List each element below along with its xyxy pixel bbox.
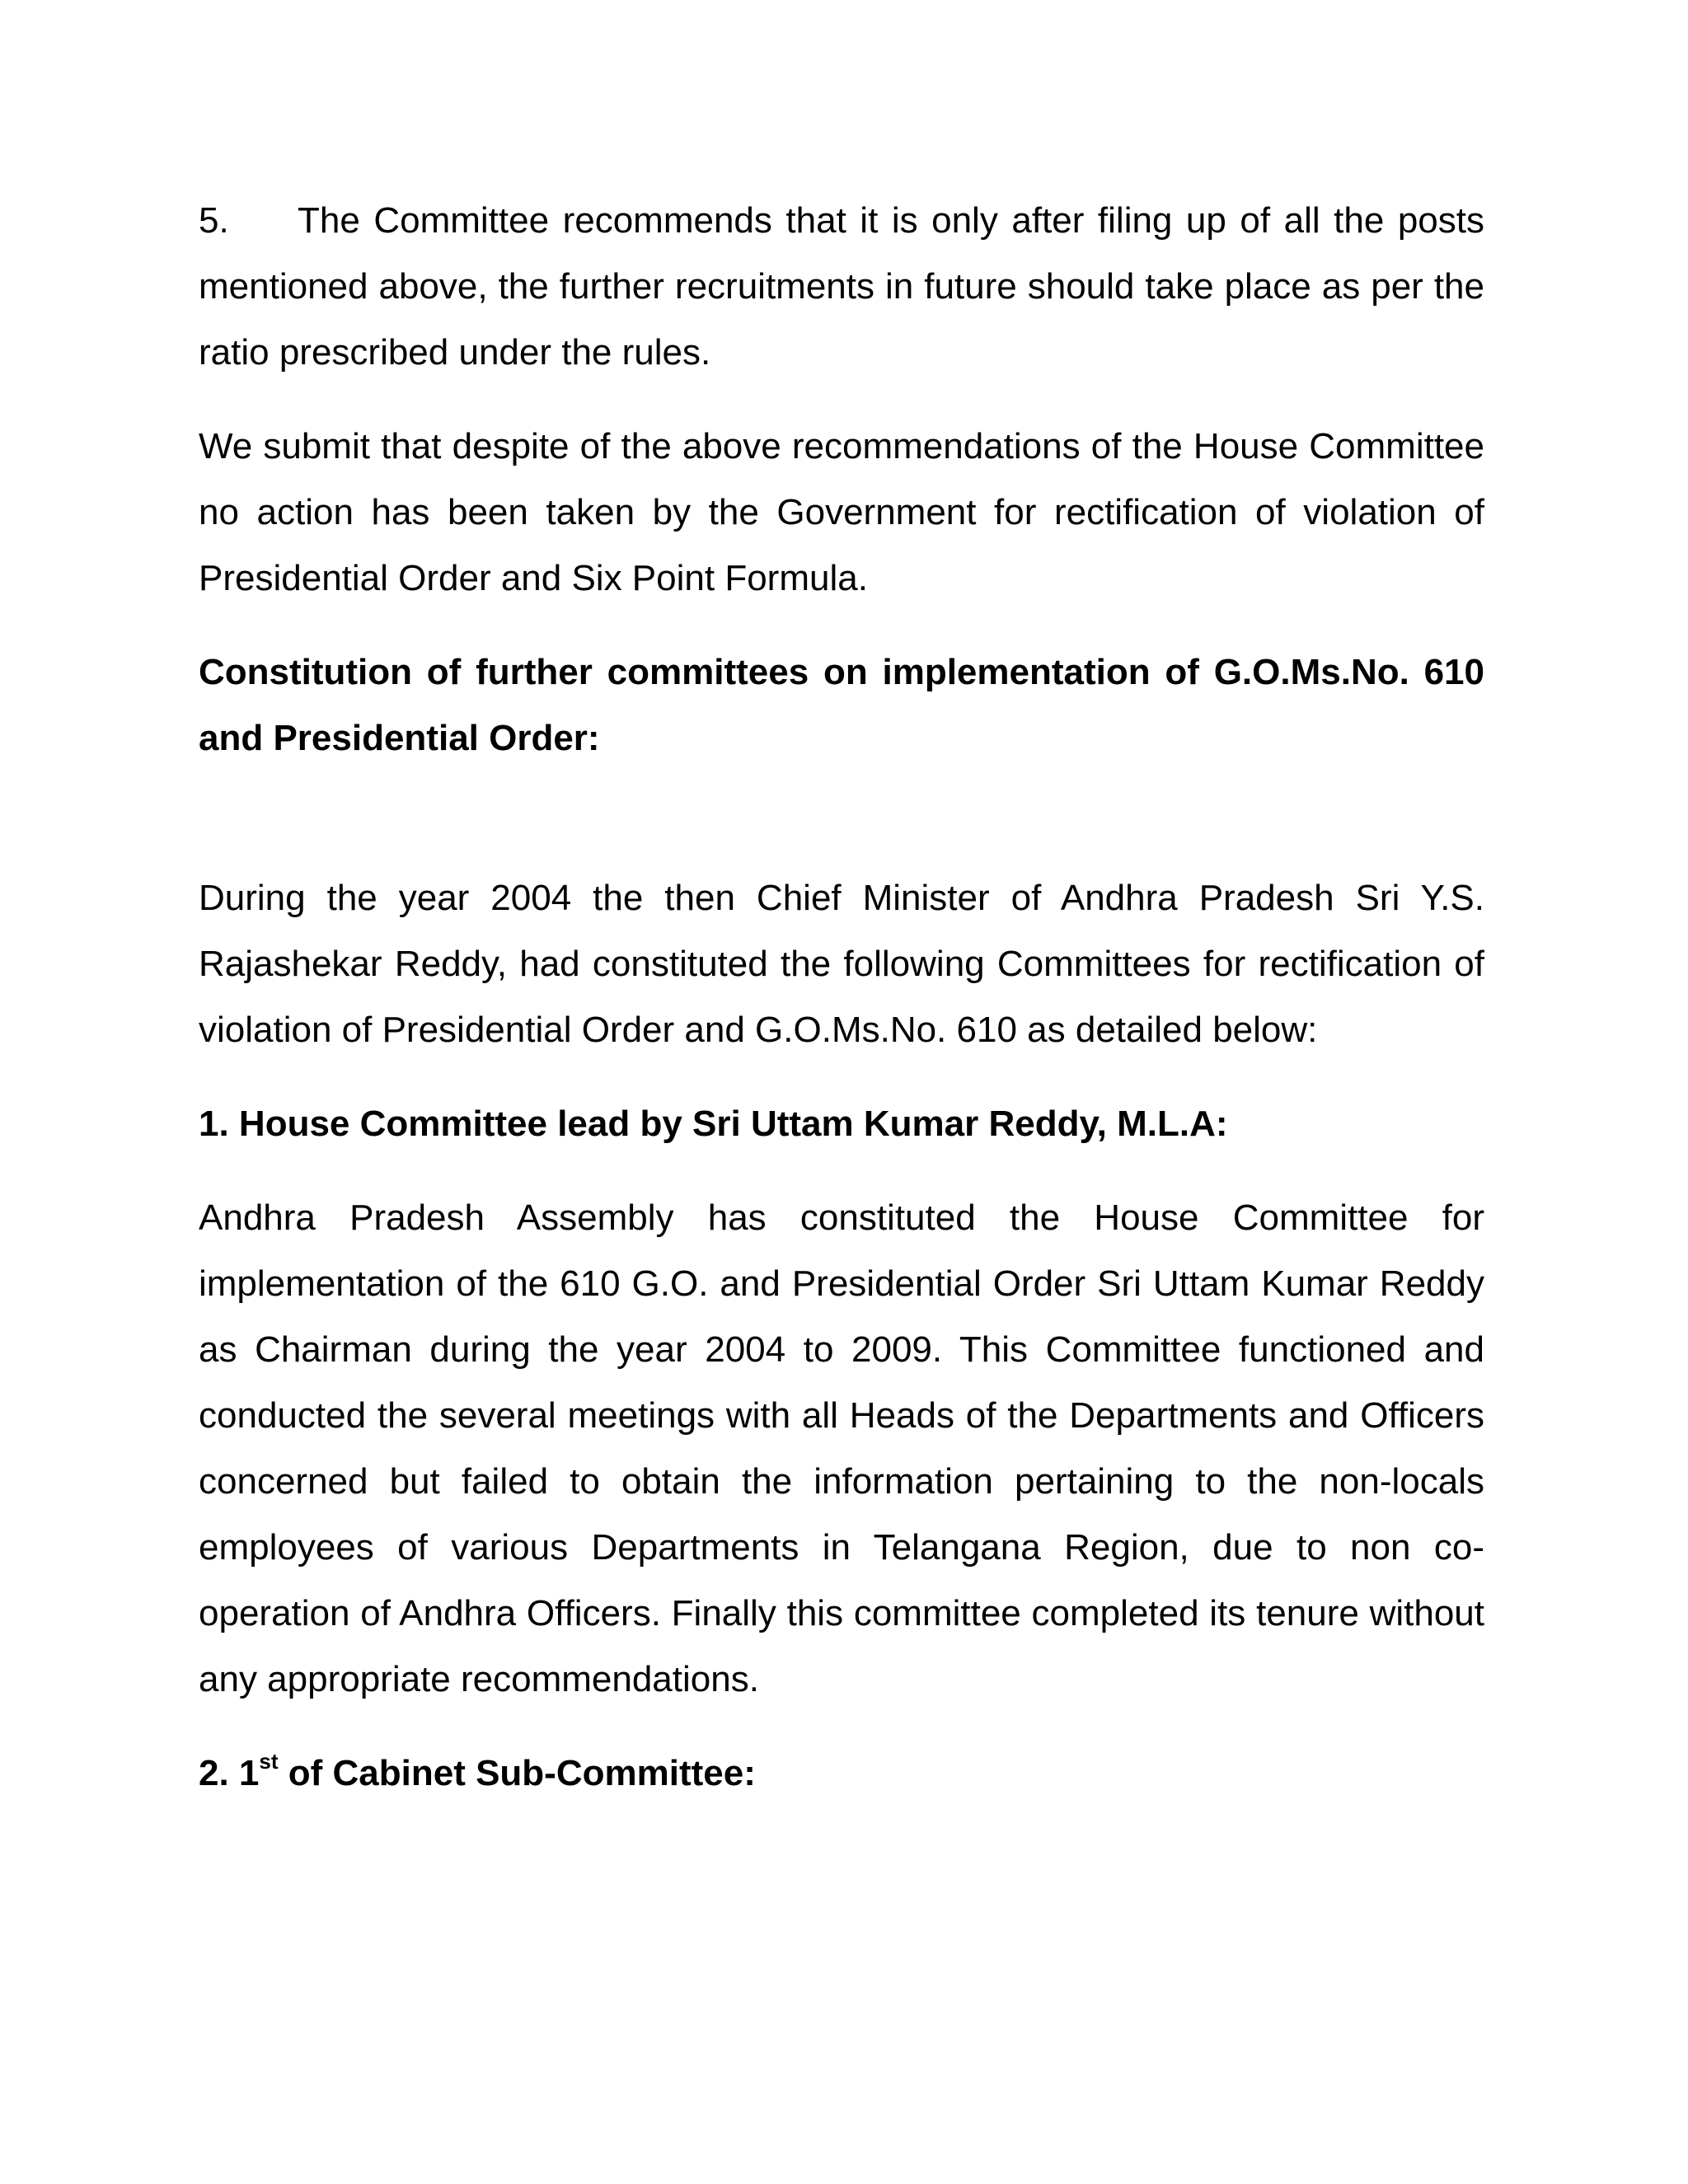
section-heading: Constitution of further committees on implementation of G.O.Ms.No. 610 and Presidential Order:: [199, 652, 1484, 758]
intro-paragraph: During the year 2004 the then Chief Minister of Andhra Pradesh Sri Y.S. Rajashekar Reddy, had constituted the following Committees for rectification of violation of Presidential Order and G.O.Ms.No. 610 as detailed below:: [199, 878, 1484, 1050]
committee-2-heading: [199, 1741, 1484, 1807]
submission-paragraph: We submit that despite of the above recommendations of the House Committee no action has been taken by the Government for rectification of violation of Presidential Order and Six Point Formula.: [199, 426, 1484, 598]
committee-2-heading-ordinal: st: [259, 1749, 279, 1774]
document-page: [199, 188, 1484, 1835]
committee-1-body: Andhra Pradesh Assembly has constituted the House Committee for implementation of the 610 G.O. and Presidential Order Sri Uttam Kumar Reddy as Chairman during the year 2004 to 2009. This Committee functioned and conducted the several meetings with all Heads of the Departments and Officers concerned but failed to obtain the information pertaining to the non-locals employees of various Departments in Telangana Region, due to non co-operation of Andhra Officers. Finally this committee completed its tenure without any appropriate recommendations.: [199, 1197, 1484, 1699]
recommendation-item-5: [199, 188, 1484, 386]
item-text: The Committee recommends that it is only after filing up of all the posts mentioned above, the further recruitments in future should take place as per the ratio prescribed under the rules.: [199, 200, 1484, 373]
committee-1-heading: 1. House Committee lead by Sri Uttam Kumar Reddy, M.L.A:: [199, 1104, 1228, 1144]
item-number: 5.: [199, 200, 229, 241]
committee-2-heading-suffix: of Cabinet Sub-Committee:: [278, 1753, 756, 1793]
committee-2-heading-prefix: 2. 1: [199, 1753, 260, 1793]
